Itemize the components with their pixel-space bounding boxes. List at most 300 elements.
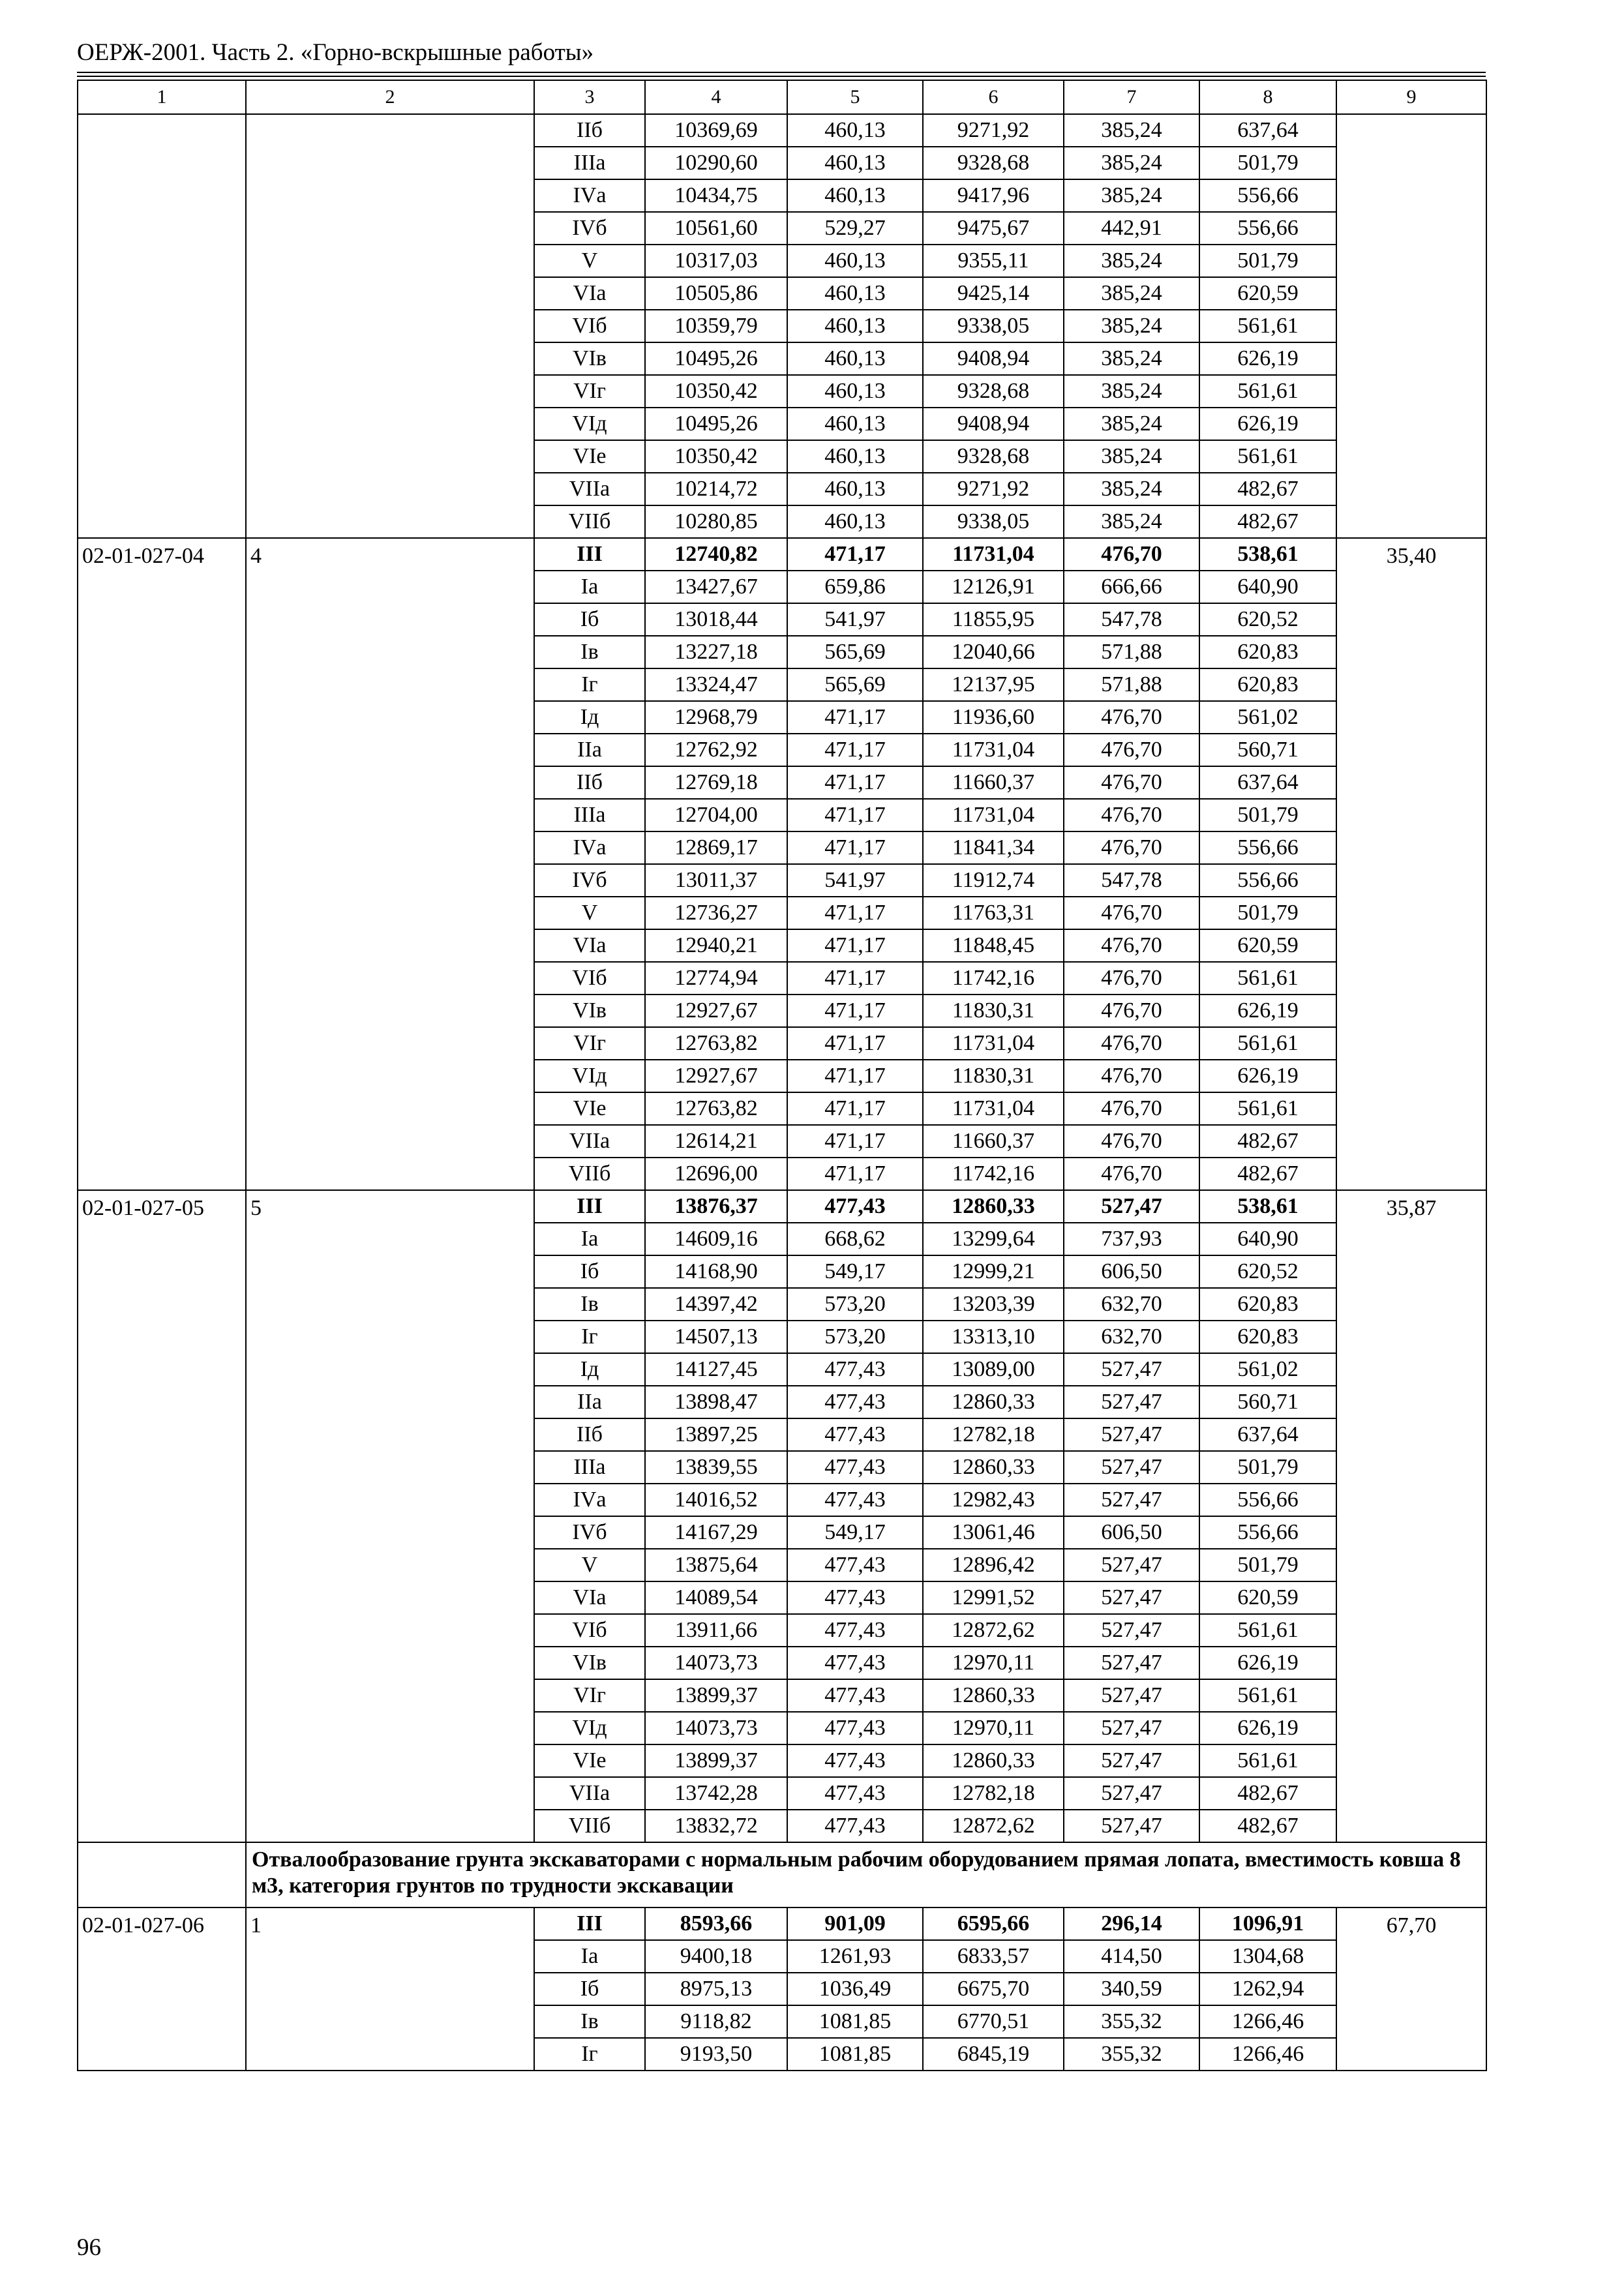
value-cell: 620,52 xyxy=(1199,1255,1336,1288)
table-row xyxy=(78,1451,1486,1484)
table-row xyxy=(78,1223,1486,1255)
value-cell: 620,83 xyxy=(1199,668,1336,701)
soil-category-cell: VIв xyxy=(534,1647,645,1679)
page-number: 96 xyxy=(77,2234,101,2261)
value-cell: 1266,46 xyxy=(1199,2005,1336,2038)
empty-cell xyxy=(78,2038,246,2071)
soil-category-cell: VIа xyxy=(534,929,645,962)
value-cell: 12869,17 xyxy=(645,831,787,864)
column-header: 7 xyxy=(1064,80,1199,114)
value-cell: 10505,86 xyxy=(645,277,787,310)
value-cell: 11660,37 xyxy=(923,1125,1064,1158)
value-cell: 12782,18 xyxy=(923,1418,1064,1451)
empty-cell xyxy=(246,636,534,668)
value-cell: 565,69 xyxy=(787,668,923,701)
empty-cell xyxy=(1336,831,1486,864)
value-cell: 477,43 xyxy=(787,1679,923,1712)
table-row xyxy=(78,2005,1486,2038)
value-cell: 476,70 xyxy=(1064,538,1199,571)
empty-cell xyxy=(78,603,246,636)
value-cell: 471,17 xyxy=(787,962,923,995)
value-cell: 471,17 xyxy=(787,929,923,962)
table-row xyxy=(78,310,1486,342)
value-cell: 476,70 xyxy=(1064,897,1199,929)
value-cell: 460,13 xyxy=(787,505,923,538)
value-cell: 477,43 xyxy=(787,1353,923,1386)
value-cell: 606,50 xyxy=(1064,1516,1199,1549)
value-cell: 385,24 xyxy=(1064,147,1199,179)
value-cell: 385,24 xyxy=(1064,473,1199,505)
soil-category-cell: VIг xyxy=(534,1027,645,1060)
table-row xyxy=(78,179,1486,212)
soil-category-cell: Iд xyxy=(534,701,645,734)
value-cell: 666,66 xyxy=(1064,571,1199,603)
value-cell: 1304,68 xyxy=(1199,1940,1336,1973)
empty-cell xyxy=(246,212,534,245)
empty-cell xyxy=(246,571,534,603)
value-cell: 637,64 xyxy=(1199,766,1336,799)
value-cell: 556,66 xyxy=(1199,831,1336,864)
soil-category-cell: VIIб xyxy=(534,1158,645,1190)
empty-cell xyxy=(78,1516,246,1549)
value-cell: 477,43 xyxy=(787,1777,923,1810)
table-row xyxy=(78,1810,1486,1842)
soil-category-cell: VIд xyxy=(534,408,645,440)
value-cell: 668,62 xyxy=(787,1223,923,1255)
value-cell: 460,13 xyxy=(787,375,923,408)
soil-category-cell: IIIа xyxy=(534,147,645,179)
value-cell: 476,70 xyxy=(1064,1060,1199,1092)
value-cell: 9328,68 xyxy=(923,440,1064,473)
empty-cell xyxy=(246,1679,534,1712)
value-cell: 471,17 xyxy=(787,1158,923,1190)
empty-cell xyxy=(246,147,534,179)
value-cell: 12991,52 xyxy=(923,1581,1064,1614)
value-cell: 13876,37 xyxy=(645,1190,787,1223)
table-row xyxy=(78,1255,1486,1288)
value-cell: 476,70 xyxy=(1064,831,1199,864)
soil-category-cell: IIб xyxy=(534,114,645,147)
empty-cell xyxy=(78,1288,246,1321)
value-cell: 529,27 xyxy=(787,212,923,245)
empty-cell xyxy=(246,342,534,375)
table-row xyxy=(78,962,1486,995)
value-cell: 561,61 xyxy=(1199,1027,1336,1060)
value-cell: 12774,94 xyxy=(645,962,787,995)
value-cell: 556,66 xyxy=(1199,179,1336,212)
empty-cell xyxy=(78,505,246,538)
table-row xyxy=(78,701,1486,734)
value-cell: 501,79 xyxy=(1199,1451,1336,1484)
value-cell: 477,43 xyxy=(787,1451,923,1484)
value-cell: 527,47 xyxy=(1064,1451,1199,1484)
empty-cell xyxy=(246,962,534,995)
value-cell: 13899,37 xyxy=(645,1679,787,1712)
value-cell: 9338,05 xyxy=(923,505,1064,538)
empty-cell xyxy=(1336,1940,1486,1973)
value-cell: 9271,92 xyxy=(923,114,1064,147)
empty-cell xyxy=(1336,1647,1486,1679)
soil-category-cell: IIа xyxy=(534,1386,645,1418)
total-cell: 67,70 xyxy=(1336,1908,1486,1940)
value-cell: 442,91 xyxy=(1064,212,1199,245)
empty-cell xyxy=(1336,1777,1486,1810)
value-cell: 482,67 xyxy=(1199,505,1336,538)
empty-cell xyxy=(1336,505,1486,538)
value-cell: 10495,26 xyxy=(645,408,787,440)
table-row xyxy=(78,1614,1486,1647)
empty-cell xyxy=(246,1549,534,1581)
value-cell: 561,61 xyxy=(1199,375,1336,408)
value-cell: 13018,44 xyxy=(645,603,787,636)
value-cell: 9408,94 xyxy=(923,342,1064,375)
column-header: 5 xyxy=(787,80,923,114)
soil-category-cell: IVб xyxy=(534,864,645,897)
value-cell: 640,90 xyxy=(1199,1223,1336,1255)
empty-cell xyxy=(78,277,246,310)
empty-cell xyxy=(78,799,246,831)
value-cell: 471,17 xyxy=(787,1027,923,1060)
empty-cell xyxy=(1336,1386,1486,1418)
value-cell: 12696,00 xyxy=(645,1158,787,1190)
table-row xyxy=(78,1125,1486,1158)
table-row xyxy=(78,1777,1486,1810)
value-cell: 632,70 xyxy=(1064,1288,1199,1321)
empty-cell xyxy=(1336,1353,1486,1386)
empty-cell xyxy=(246,831,534,864)
value-cell: 12137,95 xyxy=(923,668,1064,701)
empty-cell xyxy=(246,1386,534,1418)
table-row xyxy=(78,375,1486,408)
empty-cell xyxy=(78,245,246,277)
value-cell: 527,47 xyxy=(1064,1484,1199,1516)
empty-cell xyxy=(246,1418,534,1451)
value-cell: 385,24 xyxy=(1064,505,1199,538)
value-cell: 9271,92 xyxy=(923,473,1064,505)
empty-cell xyxy=(246,114,534,147)
empty-cell xyxy=(78,1549,246,1581)
value-cell: 476,70 xyxy=(1064,799,1199,831)
soil-category-cell: VIIа xyxy=(534,473,645,505)
value-cell: 460,13 xyxy=(787,147,923,179)
value-cell: 12970,11 xyxy=(923,1712,1064,1744)
value-cell: 460,13 xyxy=(787,342,923,375)
empty-cell xyxy=(246,1255,534,1288)
empty-cell xyxy=(1336,734,1486,766)
value-cell: 9475,67 xyxy=(923,212,1064,245)
empty-cell xyxy=(246,310,534,342)
value-cell: 385,24 xyxy=(1064,342,1199,375)
value-cell: 12860,33 xyxy=(923,1744,1064,1777)
value-cell: 556,66 xyxy=(1199,864,1336,897)
soil-category-cell: Iб xyxy=(534,603,645,636)
value-cell: 626,19 xyxy=(1199,995,1336,1027)
empty-cell xyxy=(1336,179,1486,212)
value-cell: 12782,18 xyxy=(923,1777,1064,1810)
value-cell: 637,64 xyxy=(1199,1418,1336,1451)
value-cell: 471,17 xyxy=(787,538,923,571)
empty-cell xyxy=(246,1744,534,1777)
empty-cell xyxy=(1336,1549,1486,1581)
value-cell: 10359,79 xyxy=(645,310,787,342)
value-cell: 385,24 xyxy=(1064,179,1199,212)
header-rule xyxy=(77,76,1486,77)
empty-cell xyxy=(78,1418,246,1451)
value-cell: 460,13 xyxy=(787,473,923,505)
value-cell: 14167,29 xyxy=(645,1516,787,1549)
empty-cell xyxy=(1336,864,1486,897)
value-cell: 561,61 xyxy=(1199,1092,1336,1125)
value-cell: 14073,73 xyxy=(645,1647,787,1679)
value-cell: 606,50 xyxy=(1064,1255,1199,1288)
table-row xyxy=(78,668,1486,701)
empty-cell xyxy=(78,1777,246,1810)
value-cell: 385,24 xyxy=(1064,408,1199,440)
value-cell: 385,24 xyxy=(1064,440,1199,473)
empty-cell xyxy=(78,440,246,473)
empty-cell xyxy=(1336,1027,1486,1060)
value-cell: 13011,37 xyxy=(645,864,787,897)
value-cell: 385,24 xyxy=(1064,375,1199,408)
value-cell: 626,19 xyxy=(1199,1712,1336,1744)
empty-cell xyxy=(78,1060,246,1092)
empty-cell xyxy=(78,1973,246,2005)
value-cell: 12769,18 xyxy=(645,766,787,799)
empty-cell xyxy=(78,1027,246,1060)
empty-cell xyxy=(78,212,246,245)
value-cell: 12860,33 xyxy=(923,1679,1064,1712)
empty-cell xyxy=(246,1973,534,2005)
empty-cell xyxy=(246,1288,534,1321)
table-row xyxy=(78,1092,1486,1125)
column-header: 6 xyxy=(923,80,1064,114)
empty-cell xyxy=(1336,995,1486,1027)
column-header: 1 xyxy=(78,80,246,114)
value-cell: 561,61 xyxy=(1199,1744,1336,1777)
empty-cell xyxy=(246,1353,534,1386)
empty-cell xyxy=(1336,929,1486,962)
value-cell: 476,70 xyxy=(1064,995,1199,1027)
empty-cell xyxy=(246,1451,534,1484)
value-cell: 460,13 xyxy=(787,277,923,310)
value-cell: 460,13 xyxy=(787,114,923,147)
value-cell: 460,13 xyxy=(787,440,923,473)
empty-cell xyxy=(1336,1973,1486,2005)
table-row xyxy=(78,505,1486,538)
empty-cell xyxy=(78,571,246,603)
empty-cell xyxy=(246,766,534,799)
table-row xyxy=(78,766,1486,799)
empty-cell xyxy=(1336,1321,1486,1353)
value-cell: 527,47 xyxy=(1064,1777,1199,1810)
empty-cell xyxy=(246,1516,534,1549)
section-heading: Отвалообразование грунта экскаваторами с нормальным рабочим оборудованием прямая лопата, вместимость ковша 8 м3, категория грунтов по трудности экскавации xyxy=(246,1842,1486,1908)
value-cell: 556,66 xyxy=(1199,1484,1336,1516)
empty-cell xyxy=(78,1940,246,1973)
value-cell: 1266,46 xyxy=(1199,2038,1336,2071)
value-cell: 477,43 xyxy=(787,1614,923,1647)
empty-cell xyxy=(246,929,534,962)
value-cell: 620,52 xyxy=(1199,603,1336,636)
value-cell: 482,67 xyxy=(1199,1810,1336,1842)
value-cell: 13899,37 xyxy=(645,1744,787,1777)
table-row xyxy=(78,2038,1486,2071)
empty-cell xyxy=(1336,1484,1486,1516)
value-cell: 14073,73 xyxy=(645,1712,787,1744)
empty-cell xyxy=(78,1744,246,1777)
value-cell: 659,86 xyxy=(787,571,923,603)
empty-cell xyxy=(246,277,534,310)
empty-cell xyxy=(1336,245,1486,277)
value-cell: 1036,49 xyxy=(787,1973,923,2005)
value-cell: 476,70 xyxy=(1064,734,1199,766)
soil-category-cell: IIб xyxy=(534,766,645,799)
value-cell: 476,70 xyxy=(1064,1158,1199,1190)
value-cell: 11841,34 xyxy=(923,831,1064,864)
soil-category-cell: VIIа xyxy=(534,1777,645,1810)
table-row xyxy=(78,1484,1486,1516)
value-cell: 12896,42 xyxy=(923,1549,1064,1581)
empty-cell xyxy=(78,1614,246,1647)
value-cell: 471,17 xyxy=(787,734,923,766)
value-cell: 527,47 xyxy=(1064,1386,1199,1418)
value-cell: 12126,91 xyxy=(923,571,1064,603)
value-cell: 477,43 xyxy=(787,1418,923,1451)
empty-cell xyxy=(246,897,534,929)
soil-category-cell: Iа xyxy=(534,571,645,603)
value-cell: 12872,62 xyxy=(923,1810,1064,1842)
empty-cell xyxy=(1336,1810,1486,1842)
table-row xyxy=(78,1386,1486,1418)
empty-cell xyxy=(246,1125,534,1158)
soil-category-cell: VIе xyxy=(534,440,645,473)
empty-cell xyxy=(246,1581,534,1614)
value-cell: 547,78 xyxy=(1064,603,1199,636)
value-cell: 549,17 xyxy=(787,1516,923,1549)
empty-cell xyxy=(1336,2005,1486,2038)
table-row xyxy=(78,1321,1486,1353)
value-cell: 501,79 xyxy=(1199,799,1336,831)
value-cell: 541,97 xyxy=(787,864,923,897)
empty-cell xyxy=(246,1647,534,1679)
table-row xyxy=(78,1418,1486,1451)
value-cell: 11731,04 xyxy=(923,1027,1064,1060)
soil-category-cell: Iб xyxy=(534,1973,645,2005)
soil-category-cell: Iг xyxy=(534,2038,645,2071)
value-cell: 538,61 xyxy=(1199,538,1336,571)
empty-cell xyxy=(246,245,534,277)
empty-cell xyxy=(1336,1255,1486,1288)
value-cell: 11731,04 xyxy=(923,799,1064,831)
empty-cell xyxy=(246,1158,534,1190)
table-row xyxy=(78,1973,1486,2005)
empty-cell xyxy=(246,1810,534,1842)
table-row xyxy=(78,1744,1486,1777)
value-cell: 14089,54 xyxy=(645,1581,787,1614)
empty-cell xyxy=(78,1125,246,1158)
empty-cell xyxy=(1336,1744,1486,1777)
value-cell: 12040,66 xyxy=(923,636,1064,668)
value-cell: 471,17 xyxy=(787,1092,923,1125)
empty-cell xyxy=(1336,1679,1486,1712)
soil-category-cell: VIв xyxy=(534,995,645,1027)
value-cell: 9118,82 xyxy=(645,2005,787,2038)
value-cell: 637,64 xyxy=(1199,114,1336,147)
empty-cell xyxy=(246,408,534,440)
table-row xyxy=(78,995,1486,1027)
soil-category-cell: VIIб xyxy=(534,505,645,538)
column-header: 2 xyxy=(246,80,534,114)
empty-cell xyxy=(78,1679,246,1712)
table-row xyxy=(78,245,1486,277)
value-cell: 626,19 xyxy=(1199,1647,1336,1679)
empty-cell xyxy=(78,636,246,668)
value-cell: 620,83 xyxy=(1199,1321,1336,1353)
empty-cell xyxy=(78,179,246,212)
value-cell: 11742,16 xyxy=(923,962,1064,995)
value-cell: 482,67 xyxy=(1199,1158,1336,1190)
table-row xyxy=(78,1712,1486,1744)
value-cell: 8975,13 xyxy=(645,1973,787,2005)
value-cell: 477,43 xyxy=(787,1744,923,1777)
empty-cell xyxy=(1336,1125,1486,1158)
value-cell: 11830,31 xyxy=(923,995,1064,1027)
value-cell: 560,71 xyxy=(1199,734,1336,766)
row-number-cell: 4 xyxy=(246,538,534,571)
value-cell: 476,70 xyxy=(1064,962,1199,995)
value-cell: 476,70 xyxy=(1064,766,1199,799)
value-cell: 1261,93 xyxy=(787,1940,923,1973)
empty-cell xyxy=(78,1842,246,1908)
table-row xyxy=(78,799,1486,831)
table-row xyxy=(78,929,1486,962)
value-cell: 901,09 xyxy=(787,1908,923,1940)
empty-cell xyxy=(78,1451,246,1484)
value-cell: 11731,04 xyxy=(923,538,1064,571)
empty-cell xyxy=(246,1484,534,1516)
value-cell: 501,79 xyxy=(1199,1549,1336,1581)
value-cell: 626,19 xyxy=(1199,408,1336,440)
value-cell: 11731,04 xyxy=(923,734,1064,766)
value-cell: 14127,45 xyxy=(645,1353,787,1386)
empty-cell xyxy=(1336,668,1486,701)
empty-cell xyxy=(1336,1092,1486,1125)
soil-category-cell: VIIа xyxy=(534,1125,645,1158)
table-row xyxy=(78,1581,1486,1614)
value-cell: 13089,00 xyxy=(923,1353,1064,1386)
empty-cell xyxy=(1336,114,1486,147)
total-cell: 35,40 xyxy=(1336,538,1486,571)
empty-cell xyxy=(78,701,246,734)
value-cell: 6675,70 xyxy=(923,1973,1064,2005)
value-cell: 12927,67 xyxy=(645,1060,787,1092)
empty-cell xyxy=(78,147,246,179)
value-cell: 620,83 xyxy=(1199,636,1336,668)
empty-cell xyxy=(1336,1516,1486,1549)
soil-category-cell: IVа xyxy=(534,179,645,212)
value-cell: 12860,33 xyxy=(923,1190,1064,1223)
value-cell: 501,79 xyxy=(1199,245,1336,277)
table-row xyxy=(78,603,1486,636)
value-cell: 501,79 xyxy=(1199,897,1336,929)
value-cell: 471,17 xyxy=(787,1060,923,1092)
empty-cell xyxy=(1336,1288,1486,1321)
value-cell: 471,17 xyxy=(787,799,923,831)
value-cell: 385,24 xyxy=(1064,245,1199,277)
value-cell: 561,61 xyxy=(1199,310,1336,342)
empty-cell xyxy=(1336,962,1486,995)
soil-category-cell: Iд xyxy=(534,1353,645,1386)
